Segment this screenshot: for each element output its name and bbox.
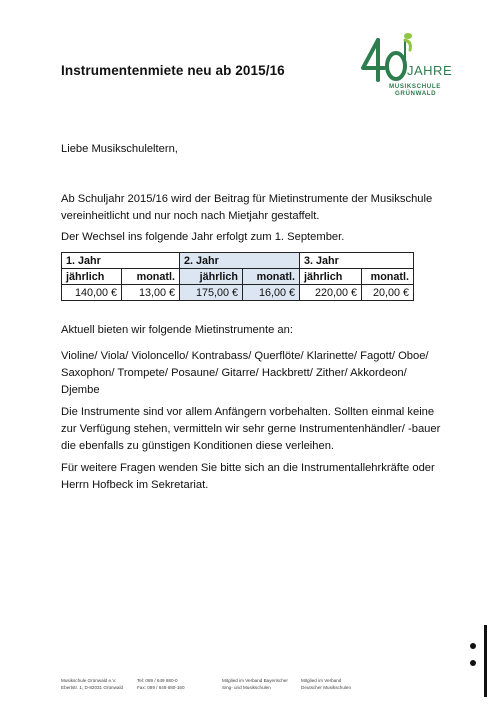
price-yearly-2: 175,00 €	[180, 285, 243, 301]
paragraph-availability: Die Instrumente sind vor allem Anfängern vorbehalten. Sollten einmal keine zur Verfügung stehen, vermitteln wir sehr gerne Instrumentenhändler/ -bauer die ebenfalls zu günstigen Konditionen diese verleihen.	[61, 406, 441, 453]
document-title: Instrumentenmiete neu ab 2015/16	[61, 63, 285, 78]
footer-membership-germany	[301, 677, 351, 691]
price-monthly-2: 16,00 €	[243, 285, 300, 301]
price-monthly-3: 20,00 €	[362, 285, 414, 301]
period-yearly-1: jährlich	[62, 269, 122, 285]
footer-line: Musikschule Grünwald e.V.	[61, 678, 117, 683]
year-1-header: 1. Jahr	[62, 253, 180, 269]
table-row-periods	[62, 269, 414, 285]
footer-line: Sing- und Musikschulen	[222, 685, 271, 690]
year-2-header: 2. Jahr	[180, 253, 300, 269]
footer-line: Deutscher Musikschulen	[301, 685, 352, 690]
table-row-prices	[62, 285, 414, 301]
period-yearly-3: jährlich	[300, 269, 362, 285]
footer-line: Fax: 089 / 649 680-160	[137, 685, 185, 690]
price-yearly-3: 220,00 €	[300, 285, 362, 301]
school-logo	[360, 30, 470, 100]
period-monthly-2: monatl.	[243, 269, 300, 285]
period-monthly-3: monatl.	[362, 269, 414, 285]
footer-phone	[137, 677, 185, 691]
footer-line: Mitglied im Verband Bayerischer	[222, 678, 288, 683]
paragraph-changeover: Der Wechsel ins folgende Jahr erfolgt zum 1. September.	[61, 231, 345, 243]
paragraph-contact: Für weitere Fragen wenden Sie bitte sich an die Instrumentallehrkräfte oder Herrn Hofbeck im Sekretariat.	[61, 462, 435, 492]
rental-fee-table	[61, 252, 414, 301]
margin-dot	[470, 643, 476, 649]
salutation: Liebe Musikschuleltern,	[61, 143, 178, 155]
period-monthly-1: monatl.	[122, 269, 180, 285]
paragraph-instruments-intro: Aktuell bieten wir folgende Mietinstrumente an:	[61, 324, 293, 336]
margin-dot	[470, 660, 476, 666]
logo-line-2: GRÜNWALD	[395, 90, 437, 97]
year-3-header: 3. Jahr	[300, 253, 414, 269]
margin-bar	[484, 625, 487, 697]
price-monthly-1: 13,00 €	[122, 285, 180, 301]
footer-membership-bavaria	[222, 677, 288, 691]
paragraph-instrument-list: Violine/ Viola/ Violoncello/ Kontrabass/ Querflöte/ Klarinette/ Fagott/ Oboe/ Saxophon/ Trompete/ Posaune/ Gitarre/ Hackbrett/ Zither/ Akkordeon/ Djembe	[61, 350, 429, 397]
price-yearly-1: 140,00 €	[62, 285, 122, 301]
paragraph-fee-change: Ab Schuljahr 2015/16 wird der Beitrag für Mietinstrumente der Musikschule vereinheitlicht und nur noch nach Mietjahr gestaffelt.	[61, 193, 433, 223]
footer-address	[61, 677, 123, 691]
logo-word: JAHRE	[407, 63, 453, 78]
logo-line-1: MUSIKSCHULE	[389, 83, 441, 90]
table-row-years	[62, 253, 414, 269]
footer-line: Mitglied im Verband	[301, 678, 342, 683]
footer-line: Tel: 089 / 649 680-0	[137, 678, 178, 683]
period-yearly-2: jährlich	[180, 269, 243, 285]
footer-line: Ebertstr. 1, D-82031 Grünwald	[61, 685, 124, 690]
